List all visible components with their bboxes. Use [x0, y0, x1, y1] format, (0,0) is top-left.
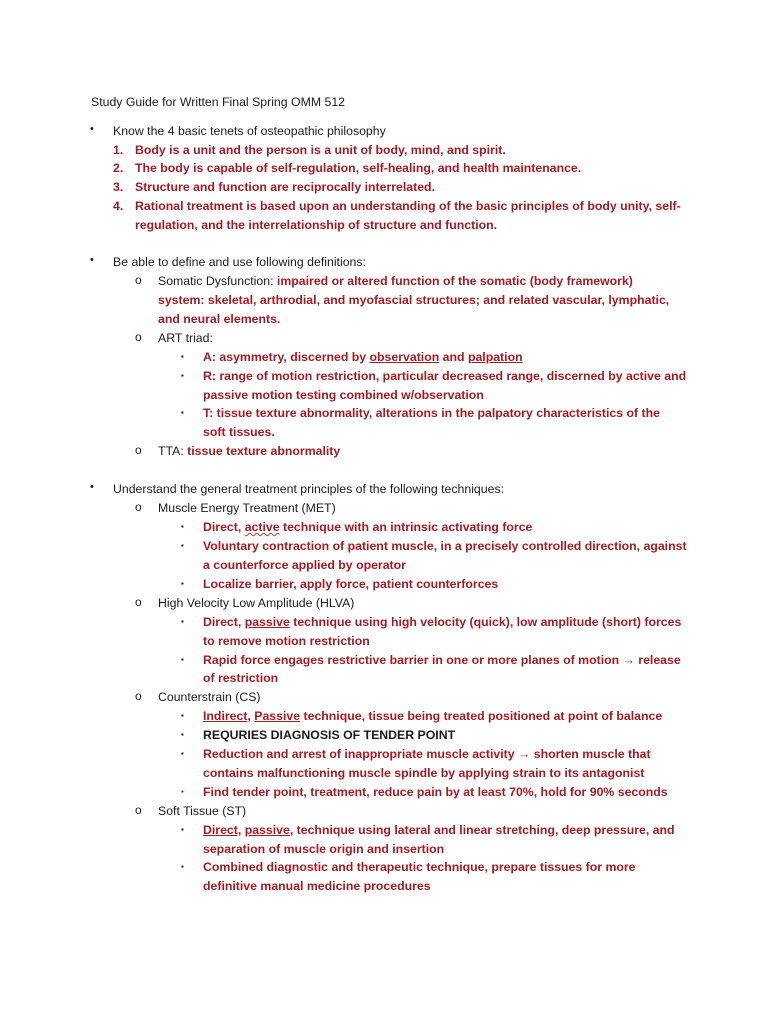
square-bullet-icon: ▪	[181, 617, 184, 626]
tenet-number: 2.	[113, 161, 124, 175]
tenet-4-line-2: regulation, and the interrelationship of structure and function.	[135, 218, 498, 232]
bullet-marker: •	[90, 481, 94, 493]
bullet-marker: •	[90, 123, 94, 135]
square-bullet-icon: ▪	[181, 522, 184, 531]
square-bullet-icon: ▪	[181, 579, 184, 588]
technique-st-label: Soft Tissue (ST)	[158, 804, 247, 818]
square-bullet-icon: ▪	[181, 541, 184, 550]
tenet-number: 4.	[113, 199, 124, 213]
point-text: technique using high velocity (quick), low amplitude (short) forces	[289, 615, 682, 629]
term-label: TTA:	[158, 444, 188, 458]
art-a-text: A: asymmetry, discerned by	[203, 350, 370, 364]
square-bullet-icon: ▪	[181, 352, 184, 361]
tenet-2: The body is capable of self-regulation, self-healing, and health maintenance.	[135, 161, 582, 175]
art-triad-label: ART triad:	[158, 331, 213, 345]
hvla-point-2-line-2: of restriction	[203, 671, 279, 685]
underlined-term: Indirect	[203, 709, 248, 723]
tenet-number: 1.	[113, 143, 124, 157]
point-text: technique, tissue being treated positioned at point of balance	[300, 709, 663, 723]
point-text: Direct,	[203, 520, 245, 534]
section-heading-techniques: Understand the general treatment principles of the following techniques:	[113, 482, 505, 496]
section-heading-definitions: Be able to define and use following definitions:	[113, 255, 366, 269]
hvla-point-1-line-1	[203, 614, 681, 630]
underlined-term: palpation	[467, 350, 523, 364]
art-a	[203, 349, 523, 365]
art-r-line-1: R: range of motion restriction, particular decreased range, discerned by active and	[203, 369, 687, 383]
hvla-point-2-line-1	[203, 652, 681, 668]
underlined-term: Direct,	[203, 823, 242, 837]
st-point-2-line-2: definitive manual medicine procedures	[203, 879, 431, 893]
hvla-point-1-line-2: to remove motion restriction	[203, 634, 370, 648]
met-point-3: Localize barrier, apply force, patient counterforces	[203, 577, 499, 591]
arrow-right-icon: →	[518, 747, 531, 761]
art-t-line-2: soft tissues.	[203, 425, 275, 439]
point-text: Rapid force engages restrictive barrier in one or more planes of motion	[203, 653, 623, 667]
bullet-marker: •	[90, 254, 94, 266]
square-bullet-icon: ▪	[181, 711, 184, 720]
cs-point-4: Find tender point, treatment, reduce pain by at least 70%, hold for 90% seconds	[203, 785, 668, 799]
met-point-2-line-1: Voluntary contraction of patient muscle, in a precisely controlled direction, against	[203, 539, 687, 553]
art-t-line-1: T: tissue texture abnormality, alterations in the palpatory characteristics of the	[203, 406, 660, 420]
somatic-dysfunction-line-1	[158, 273, 633, 289]
tenet-number: 3.	[113, 180, 124, 194]
square-bullet-icon: ▪	[181, 787, 184, 796]
tenet-1: Body is a unit and the person is a unit of body, mind, and spirit.	[135, 143, 506, 157]
sub-bullet-marker: o	[135, 500, 142, 514]
square-bullet-icon: ▪	[181, 825, 184, 834]
arrow-right-icon: →	[622, 653, 635, 667]
connector-text: and	[439, 350, 468, 364]
point-text: , technique using lateral and linear stretching, deep pressure, and	[289, 823, 675, 837]
art-r-line-2: passive motion testing combined w/observation	[203, 388, 484, 402]
technique-cs-label: Counterstrain (CS)	[158, 690, 261, 704]
sub-bullet-marker: o	[135, 803, 142, 817]
tenet-3: Structure and function are reciprocally interrelated.	[135, 180, 435, 194]
cs-point-3-line-1	[203, 746, 651, 762]
somatic-dysfunction-line-2: system: skeletal, arthrodial, and myofascial structures; and related vascular, lymphatic,	[158, 293, 670, 307]
underlined-term: observation	[369, 350, 440, 364]
tta-definition	[158, 443, 340, 459]
st-point-1-line-2: separation of muscle origin and insertion	[203, 842, 445, 856]
sub-bullet-marker: o	[135, 443, 142, 457]
somatic-dysfunction-line-3: and neural elements.	[158, 312, 281, 326]
technique-met-label: Muscle Energy Treatment (MET)	[158, 501, 336, 515]
point-text: Direct,	[203, 615, 245, 629]
term-label: Somatic Dysfunction:	[158, 274, 277, 288]
square-bullet-icon: ▪	[181, 655, 184, 664]
st-point-1-line-1	[203, 822, 675, 838]
definition-text: impaired or altered function of the somatic (body framework)	[276, 274, 633, 288]
point-text: technique with an intrinsic activating force	[279, 520, 533, 534]
square-bullet-icon: ▪	[181, 730, 184, 739]
cs-point-2: REQURIES DIAGNOSIS OF TENDER POINT	[203, 728, 456, 742]
underlined-term: Passive	[254, 709, 301, 723]
sub-bullet-marker: o	[135, 595, 142, 609]
sub-bullet-marker: o	[135, 330, 142, 344]
square-bullet-icon: ▪	[181, 862, 184, 871]
underlined-term: passive	[244, 823, 290, 837]
technique-hvla-label: High Velocity Low Amplitude (HLVA)	[158, 596, 355, 610]
tenet-4-line-1: Rational treatment is based upon an understanding of the basic principles of body unity, self-	[135, 199, 681, 213]
sub-bullet-marker: o	[135, 689, 142, 703]
cs-point-1	[203, 708, 662, 724]
point-text: Reduction and arrest of inappropriate muscle activity	[203, 747, 519, 761]
square-bullet-icon: ▪	[181, 749, 184, 758]
definition-text: tissue texture abnormality	[187, 444, 341, 458]
square-bullet-icon: ▪	[181, 408, 184, 417]
section-heading-tenets: Know the 4 basic tenets of osteopathic philosophy	[113, 124, 386, 138]
separator-text: ,	[247, 709, 255, 723]
point-text: release	[634, 653, 681, 667]
underlined-term: passive	[244, 615, 290, 629]
underlined-term: active	[244, 520, 280, 534]
st-point-2-line-1: Combined diagnostic and therapeutic technique, prepare tissues for more	[203, 860, 636, 874]
point-text: shorten muscle that	[530, 747, 651, 761]
sub-bullet-marker: o	[135, 273, 142, 287]
met-point-1	[203, 519, 532, 535]
cs-point-3-line-2: contains malfunctioning muscle spindle by applying strain to its antagonist	[203, 766, 645, 780]
page-title: Study Guide for Written Final Spring OMM 512	[91, 95, 346, 109]
square-bullet-icon: ▪	[181, 371, 184, 380]
met-point-2-line-2: a counterforce applied by operator	[203, 558, 406, 572]
